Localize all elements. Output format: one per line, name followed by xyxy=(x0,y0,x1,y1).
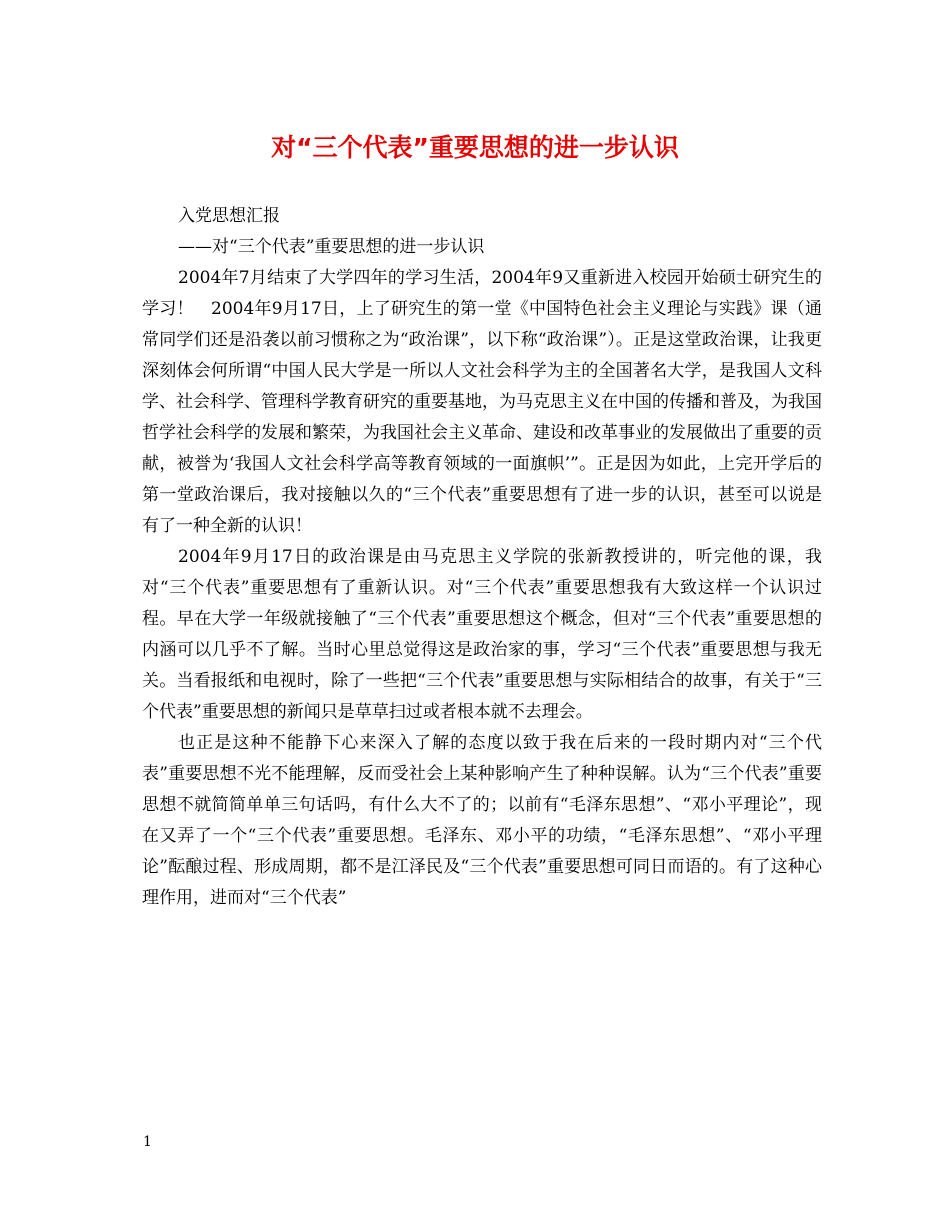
document-body xyxy=(142,201,822,914)
page-title: 对“三个代表”重要思想的进一步认识 xyxy=(271,133,679,162)
paragraph-3: 也正是这种不能静下心来深入了解的态度以致于我在后来的一段时期内对“三个代表”重要思想不光不能理解，反而受社会上某种影响产生了种种误解。认为“三个代表”重要思想不就简简单单三句话吗，有什么大不了的；以前有“毛泽东思想”、“邓小平理论”，现在又弄了一个“三个代表”重要思想。毛泽东、邓小平的功绩，“毛泽东思想”、“邓小平理论”酝酿过程、形成周期，都不是江泽民及“三个代表”重要思想可同日而语的。有了这种心理作用，进而对“三个代表” xyxy=(142,733,822,908)
report-subtitle: ——对“三个代表”重要思想的进一步认识 xyxy=(178,237,485,257)
page-number: 1 xyxy=(143,1134,152,1150)
report-label: 入党思想汇报 xyxy=(178,206,280,226)
paragraph-1: 2004年7月结束了大学四年的学习生活，2004年9又重新进入校园开始硕士研究生的学习！ 2004年9月17日，上了研究生的第一堂《中国特色社会主义理论与实践》课（通常同学们还是沿袭以前习惯称之为“政治课”，以下称“政治课”）。正是这堂政治课，让我更深刻体会何所谓“中国人民大学是一所以人文社会科学为主的全国著名大学，是我国人文科学、社会科学、管理科学教育研究的重要基地，为马克思主义在中国的传播和普及，为我国哲学社会科学的发展和繁荣，为我国社会主义革命、建设和改革事业的发展做出了重要的贡献，被誉为‘我国人文社会科学高等教育领域的一面旗帜’”。正是因为如此，上完开学后的第一堂政治课后，我对接触以久的“三个代表”重要思想有了进一步的认识，甚至可以说是有了一种全新的认识！ xyxy=(142,268,822,536)
paragraph-2: 2004年9月17日的政治课是由马克思主义学院的张新教授讲的，听完他的课，我对“三个代表”重要思想有了重新认识。对“三个代表”重要思想我有大致这样一个认识过程。早在大学一年级就接触了“三个代表”重要思想这个概念，但对“三个代表”重要思想的内涵可以几乎不了解。当时心里总觉得这是政治家的事，学习“三个代表”重要思想与我无关。当看报纸和电视时，除了一些把“三个代表”重要思想与实际相结合的故事，有关于“三个代表”重要思想的新闻只是草草扫过或者根本就不去理会。 xyxy=(142,547,822,722)
